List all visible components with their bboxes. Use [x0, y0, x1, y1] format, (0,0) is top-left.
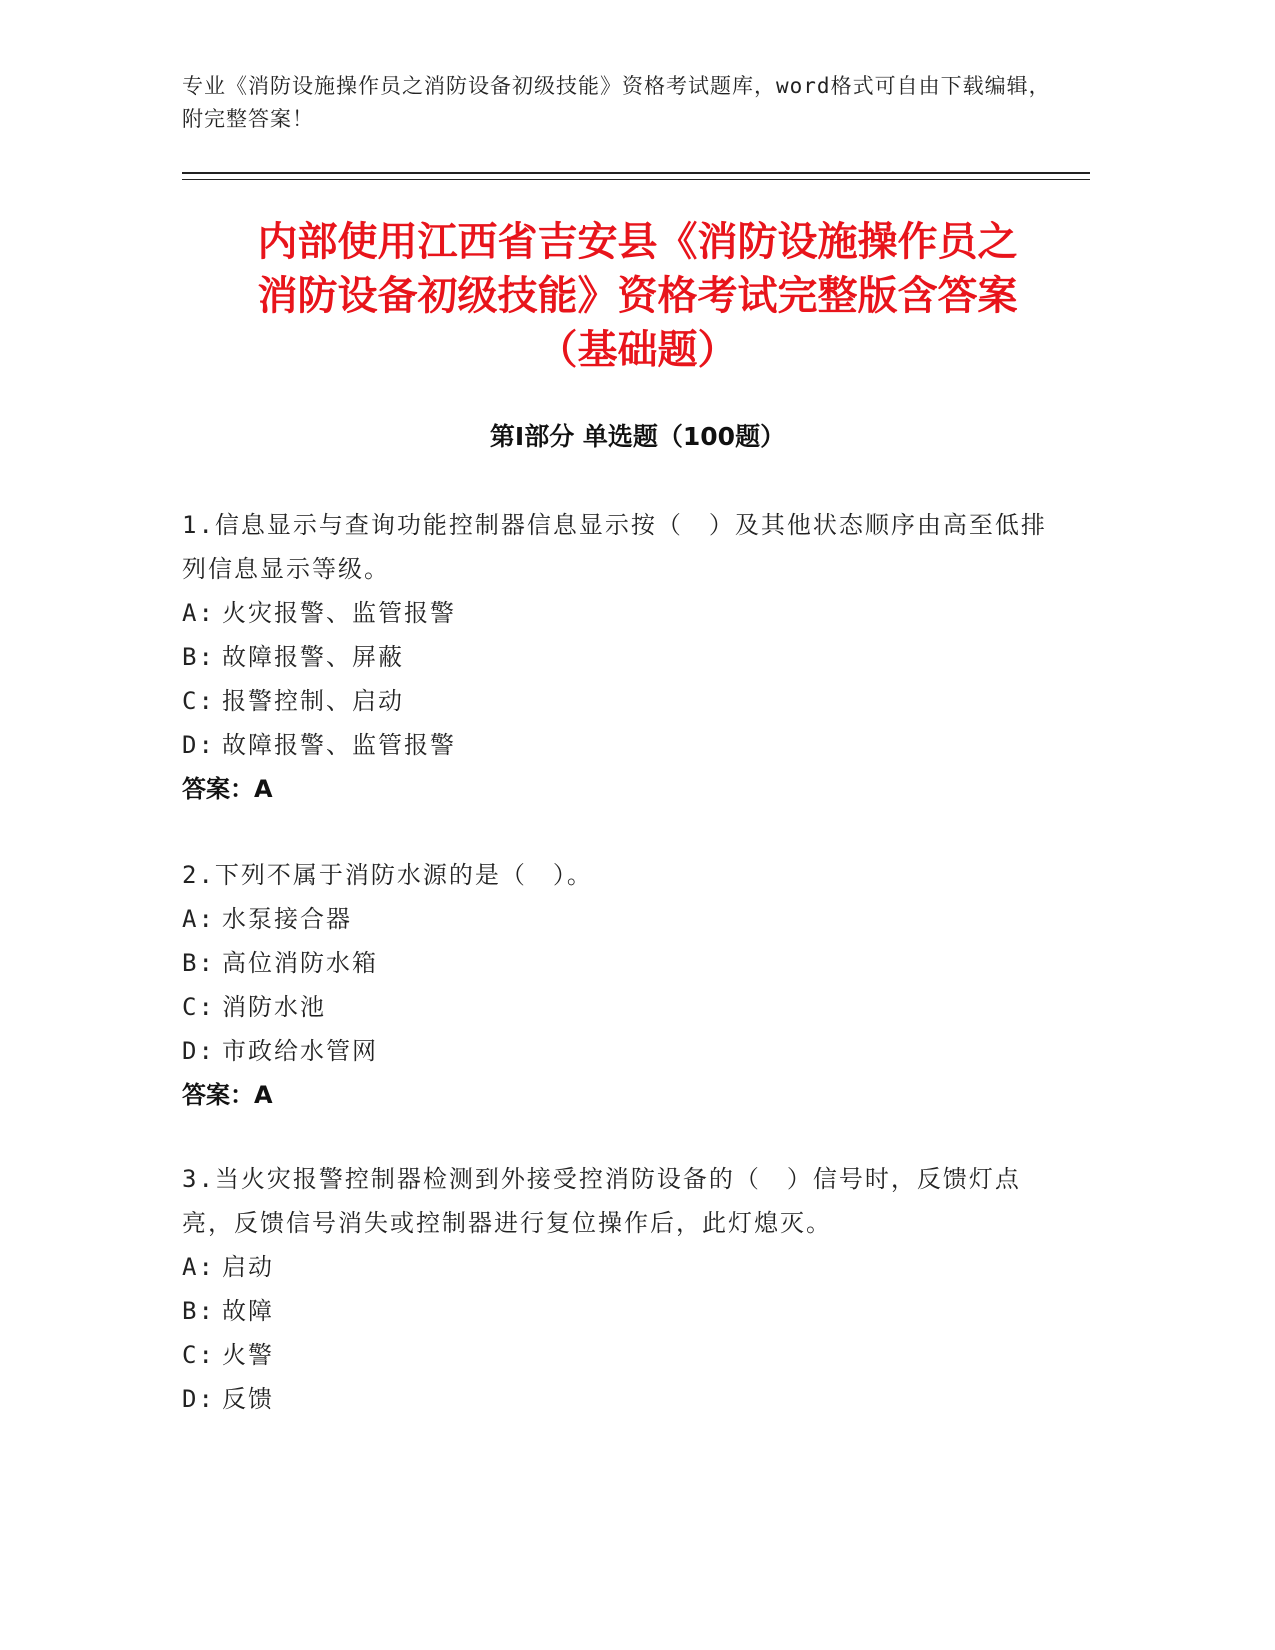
option-letter: D:	[182, 731, 215, 759]
option-text: 报警控制、启动	[222, 687, 404, 715]
option-text: 故障报警、屏蔽	[222, 643, 404, 671]
option-a	[182, 591, 1062, 635]
option-letter: A:	[182, 1253, 215, 1281]
question-2	[182, 853, 1062, 1117]
option-d	[182, 1377, 1062, 1421]
question-stem: 2.下列不属于消防水源的是（ ）。	[182, 861, 593, 889]
option-a	[182, 897, 1062, 941]
answer: 答案：A	[182, 1081, 273, 1109]
option-text: 启动	[222, 1253, 274, 1281]
option-c	[182, 985, 1062, 1029]
option-b	[182, 941, 1062, 985]
option-letter: C:	[182, 1341, 215, 1369]
option-letter: A:	[182, 599, 215, 627]
option-text: 火灾报警、监管报警	[222, 599, 456, 627]
question-3	[182, 1157, 1062, 1421]
option-a	[182, 1245, 1062, 1289]
title-line-2: 消防设备初级技能》资格考试完整版含答案	[257, 273, 1018, 319]
option-letter: B:	[182, 949, 215, 977]
option-c	[182, 679, 1062, 723]
option-text: 市政给水管网	[222, 1037, 378, 1065]
option-text: 故障	[222, 1297, 274, 1325]
option-text: 反馈	[222, 1385, 274, 1413]
option-letter: C:	[182, 687, 215, 715]
title-line-1: 内部使用江西省吉安县《消防设施操作员之	[257, 219, 1018, 265]
section-title: 第Ⅰ部分 单选题（100题）	[489, 422, 786, 451]
question-stem: 1.信息显示与查询功能控制器信息显示按（ ）及其他状态顺序由高至低排列信息显示等级。	[182, 511, 1047, 583]
option-b	[182, 1289, 1062, 1333]
option-b	[182, 635, 1062, 679]
question-1	[182, 503, 1062, 811]
option-text: 水泵接合器	[222, 905, 352, 933]
option-d	[182, 723, 1062, 767]
header-note: 专业《消防设施操作员之消防设备初级技能》资格考试题库，word格式可自由下载编辑，附完整答案！	[182, 74, 1051, 131]
option-text: 高位消防水箱	[222, 949, 378, 977]
title-line-3: （基础题）	[537, 327, 738, 373]
option-text: 故障报警、监管报警	[222, 731, 456, 759]
option-letter: B:	[182, 1297, 215, 1325]
header-divider-thick	[182, 172, 1090, 174]
option-d	[182, 1029, 1062, 1073]
question-stem: 3.当火灾报警控制器检测到外接受控消防设备的（ ）信号时，反馈灯点亮，反馈信号消失或控制器进行复位操作后，此灯熄灭。	[182, 1165, 1021, 1237]
header-divider-thin	[182, 179, 1090, 180]
option-text: 消防水池	[222, 993, 326, 1021]
option-letter: C:	[182, 993, 215, 1021]
option-c	[182, 1333, 1062, 1377]
option-letter: D:	[182, 1037, 215, 1065]
option-letter: D:	[182, 1385, 215, 1413]
document-title	[150, 215, 1125, 377]
option-text: 火警	[222, 1341, 274, 1369]
answer: 答案：A	[182, 775, 273, 803]
option-letter: B:	[182, 643, 215, 671]
option-letter: A:	[182, 905, 215, 933]
